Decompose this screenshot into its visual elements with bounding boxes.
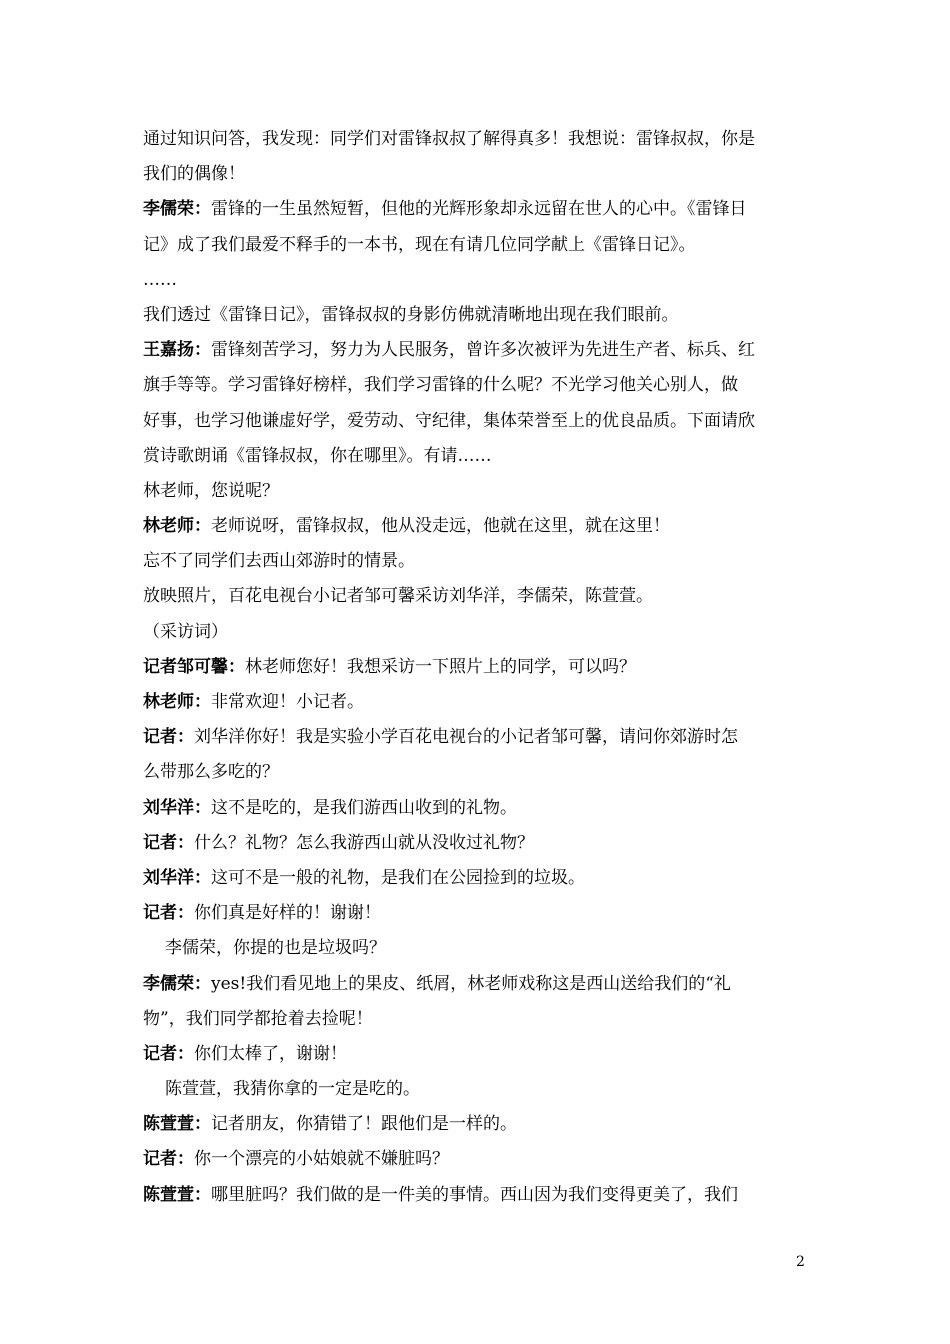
line-text: 好事，也学习他谦虚好学，爱劳动、守纪律，集体荣誉至上的优良品质。下面请欣 bbox=[143, 410, 755, 431]
dialogue-line bbox=[143, 1142, 813, 1177]
text-line bbox=[143, 474, 813, 509]
speaker-label: 陈萱萱： bbox=[143, 1184, 211, 1205]
line-text: 老师说呀，雷锋叔叔，他从没走远，他就在这里，就在这里！ bbox=[211, 516, 670, 537]
speaker-label: 林老师： bbox=[143, 692, 211, 712]
line-text: 放映照片，百花电视台小记者邹可馨采访刘华洋，李儒荣，陈萱萱。 bbox=[143, 586, 653, 607]
speaker-label: 记者： bbox=[143, 903, 194, 924]
text-line bbox=[143, 1002, 813, 1037]
dialogue-line bbox=[143, 685, 813, 720]
line-text: 李儒荣，你提的也是垃圾吗？ bbox=[165, 938, 386, 959]
line-text: yes!我们看见地上的果皮、纸屑，林老师戏称这是西山送给我们的“礼 bbox=[211, 973, 731, 994]
line-text: 刘华洋你好！我是实验小学百花电视台的小记者邹可馨，请问你郊游时怎 bbox=[194, 727, 738, 748]
line-text: 赏诗歌朗诵《雷锋叔叔，你在哪里》。有请…… bbox=[143, 445, 492, 466]
line-text: 雷锋的一生虽然短暂，但他的光辉形象却永远留在世人的心中。《雷锋日 bbox=[211, 199, 747, 220]
dialogue-line bbox=[143, 509, 813, 544]
line-text: 雷锋刻苦学习，努力为人民服务，曾许多次被评为先进生产者、标兵、红 bbox=[211, 340, 755, 361]
text-line bbox=[143, 1072, 813, 1107]
line-text: 你们太棒了，谢谢！ bbox=[194, 1043, 347, 1064]
dialogue-line bbox=[143, 720, 813, 755]
line-text: 这可不是一般的礼物，是我们在公园捡到的垃圾。 bbox=[211, 867, 585, 888]
text-line bbox=[143, 544, 813, 579]
dialogue-line bbox=[143, 967, 813, 1002]
text-line bbox=[143, 439, 813, 474]
line-text: 旗手等等。学习雷锋好榜样，我们学习雷锋的什么呢？不光学习他关心别人，做 bbox=[143, 375, 738, 396]
line-text: 林老师您好！我想采访一下照片上的同学，可以吗？ bbox=[245, 656, 636, 677]
speaker-label: 林老师： bbox=[143, 516, 211, 537]
speaker-label: 刘华洋： bbox=[143, 797, 211, 818]
speaker-label: 记者： bbox=[143, 1043, 194, 1064]
text-line bbox=[143, 263, 813, 298]
text-line bbox=[143, 228, 813, 263]
document-body bbox=[143, 122, 813, 1213]
line-text: 非常欢迎！小记者。 bbox=[211, 692, 364, 712]
line-text: …… bbox=[143, 269, 177, 290]
line-text: 陈萱萱，我猜你拿的一定是吃的。 bbox=[165, 1079, 420, 1100]
speaker-label: 李儒荣： bbox=[143, 973, 211, 994]
line-text: 什么？礼物？怎么我游西山就从没收过礼物？ bbox=[194, 832, 534, 853]
line-text: 记者朋友，你猜错了！跟他们是一样的。 bbox=[211, 1114, 517, 1135]
speaker-label: 李儒荣： bbox=[143, 199, 211, 220]
line-text: 这不是吃的，是我们游西山收到的礼物。 bbox=[211, 797, 517, 818]
line-text: 么带那么多吃的？ bbox=[143, 762, 279, 783]
dialogue-line bbox=[143, 791, 813, 826]
line-text: 记》成了我们最爱不释手的一本书，现在有请几位同学献上《雷锋日记》。 bbox=[143, 234, 696, 255]
dialogue-line bbox=[143, 861, 813, 896]
speaker-label: 记者： bbox=[143, 832, 194, 853]
text-line bbox=[143, 931, 813, 966]
speaker-label: 陈萱萱： bbox=[143, 1114, 211, 1135]
line-text: 林老师，您说呢？ bbox=[143, 480, 279, 501]
line-text: 我们的偶像！ bbox=[143, 164, 245, 185]
dialogue-line bbox=[143, 1107, 813, 1142]
line-text: 通过知识问答，我发现：同学们对雷锋叔叔了解得真多！我想说：雷锋叔叔，你是 bbox=[143, 129, 755, 149]
text-line bbox=[143, 755, 813, 790]
dialogue-line bbox=[143, 192, 813, 227]
text-line bbox=[143, 579, 813, 614]
line-text: （采访词） bbox=[143, 621, 228, 642]
dialogue-line bbox=[143, 826, 813, 861]
dialogue-line bbox=[143, 1178, 813, 1213]
text-line bbox=[143, 404, 813, 439]
speaker-label: 记者： bbox=[143, 1149, 194, 1170]
line-text: 哪里脏吗？我们做的是一件美的事情。西山因为我们变得更美了，我们 bbox=[211, 1184, 738, 1205]
line-text: 你们真是好样的！谢谢！ bbox=[194, 903, 381, 924]
speaker-label: 记者： bbox=[143, 727, 194, 748]
dialogue-line bbox=[143, 333, 813, 368]
text-line bbox=[143, 298, 813, 333]
text-line bbox=[143, 368, 813, 403]
speaker-label: 王嘉扬： bbox=[143, 340, 211, 361]
line-text: 你一个漂亮的小姑娘就不嫌脏吗？ bbox=[194, 1149, 449, 1170]
line-text: 忘不了同学们去西山郊游时的情景。 bbox=[143, 551, 415, 572]
line-text: 我们透过《雷锋日记》，雷锋叔叔的身影仿佛就清晰地出现在我们眼前。 bbox=[143, 304, 679, 325]
speaker-label: 记者邹可馨： bbox=[143, 656, 245, 677]
text-line bbox=[143, 157, 813, 192]
speaker-label: 刘华洋： bbox=[143, 867, 211, 888]
page-number: 2 bbox=[796, 1254, 805, 1270]
text-line bbox=[143, 122, 813, 157]
line-text: 物”，我们同学都抢着去捡呢！ bbox=[143, 1008, 373, 1029]
dialogue-line bbox=[143, 650, 813, 685]
dialogue-line bbox=[143, 1037, 813, 1072]
dialogue-line bbox=[143, 896, 813, 931]
text-line bbox=[143, 615, 813, 650]
